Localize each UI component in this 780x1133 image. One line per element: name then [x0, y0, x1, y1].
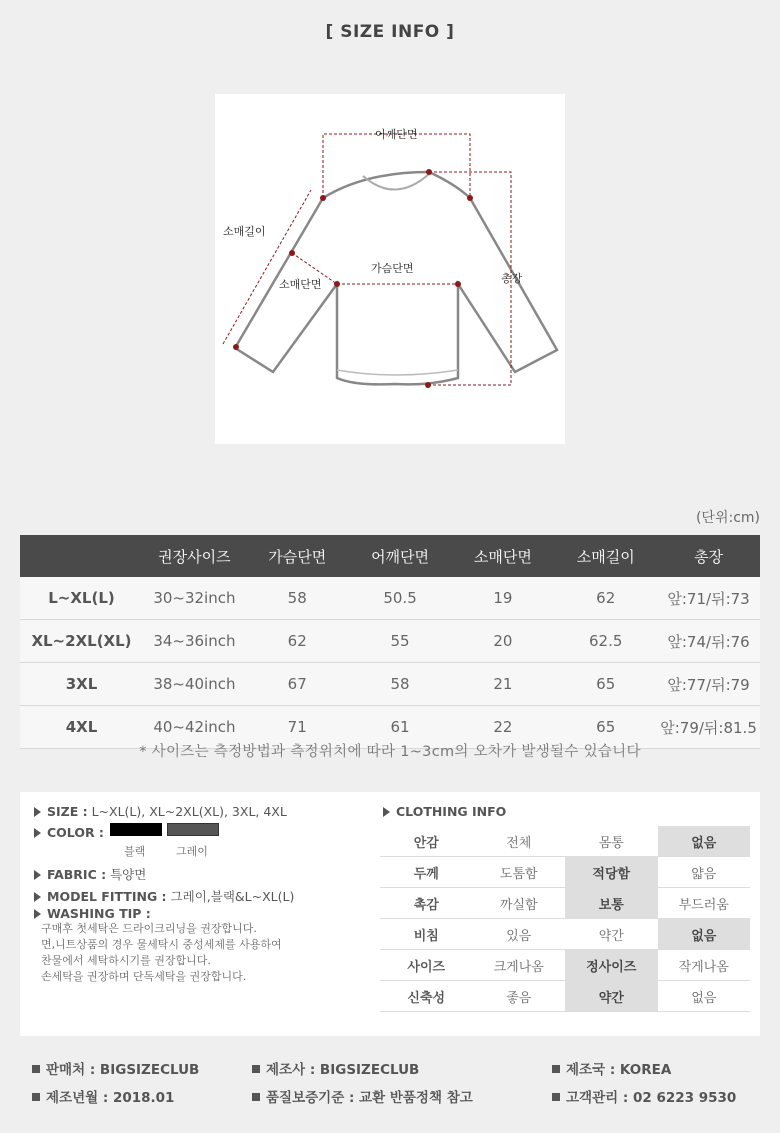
washing-tip-text	[41, 921, 282, 985]
shoulder-measure-line	[323, 134, 470, 198]
clothing-info-row-label: 사이즈	[380, 950, 473, 981]
clothing-info-option-selected: 보통	[565, 888, 658, 919]
page-title: [ SIZE INFO ]	[325, 22, 455, 42]
clothing-info-option: 얇음	[658, 857, 751, 888]
clothing-info-option: 약간	[565, 919, 658, 950]
fabric-label: FABRIC :	[47, 867, 107, 882]
footer-quality	[252, 1086, 473, 1106]
clothing-info-row	[380, 826, 750, 857]
clothing-info-option: 도톰함	[473, 857, 566, 888]
sleeve-length-measure-line	[223, 190, 311, 344]
country-text: 제조국 : KOREA	[566, 1062, 672, 1078]
clothing-info-option: 까실함	[473, 888, 566, 919]
clothing-info-option-selected: 적당함	[565, 857, 658, 888]
label-chest: 가슴단면	[371, 262, 414, 275]
footer-maker	[252, 1058, 419, 1078]
washing-tip-line-3: 찬물에서 세탁하시기를 권장합니다.	[41, 954, 211, 967]
table-cell: 62.5	[554, 620, 657, 663]
table-cell: 65	[554, 706, 657, 749]
square-bullet-icon	[252, 1065, 260, 1073]
table-cell: 30~32inch	[143, 577, 246, 620]
clothing-info-row	[380, 888, 750, 919]
table-cell: 22	[451, 706, 554, 749]
table-cell: 19	[451, 577, 554, 620]
table-cell: 58	[246, 577, 349, 620]
clothing-info-row	[380, 919, 750, 950]
size-table	[20, 535, 760, 749]
label-sleeve-width: 소매단면	[279, 278, 322, 291]
square-bullet-icon	[32, 1093, 40, 1101]
triangle-bullet-icon	[34, 909, 41, 919]
fabric-value: 특양면	[110, 867, 147, 882]
size-name-cell: 3XL	[20, 663, 143, 706]
table-row	[20, 620, 760, 663]
size-table-header-row	[20, 535, 760, 577]
square-bullet-icon	[552, 1093, 560, 1101]
cs-text: 고객관리 : 02 6223 9530	[566, 1090, 737, 1106]
model-fitting-value: 그레이,블랙&L~XL(L)	[170, 889, 295, 904]
square-bullet-icon	[32, 1065, 40, 1073]
header-cell: 어깨단면	[349, 535, 452, 577]
table-cell: 20	[451, 620, 554, 663]
size-name-cell: XL~2XL(XL)	[20, 620, 143, 663]
size-label: SIZE :	[47, 804, 88, 819]
table-cell: 34~36inch	[143, 620, 246, 663]
table-cell: 21	[451, 663, 554, 706]
header-cell: 소매단면	[451, 535, 554, 577]
unit-label: (단위:cm)	[695, 510, 760, 526]
table-cell: 38~40inch	[143, 663, 246, 706]
size-info-line	[34, 804, 287, 819]
triangle-bullet-icon	[34, 870, 41, 880]
table-cell: 62	[554, 577, 657, 620]
label-sleeve-length: 소매길이	[223, 225, 266, 238]
table-cell: 40~42inch	[143, 706, 246, 749]
sweater-measurement-diagram	[215, 94, 565, 444]
table-cell: 55	[349, 620, 452, 663]
clothing-info-option-selected: 없음	[658, 826, 751, 857]
table-row	[20, 577, 760, 620]
size-name-cell: L~XL(L)	[20, 577, 143, 620]
table-cell: 67	[246, 663, 349, 706]
quality-text: 품질보증기준 : 교환 반품정책 참고	[266, 1090, 473, 1106]
maker-text: 제조사 : BIGSIZECLUB	[266, 1062, 420, 1078]
footer-cs	[552, 1086, 736, 1106]
clothing-info-table	[380, 826, 750, 1012]
hem-line	[337, 370, 458, 375]
clothing-info-title	[383, 804, 506, 819]
label-total-length: 총장	[501, 272, 523, 285]
color-info-line	[34, 825, 104, 840]
seller-text: 판매처 : BIGSIZECLUB	[46, 1062, 200, 1078]
table-cell: 65	[554, 663, 657, 706]
table-cell: 앞:77/뒤:79	[657, 663, 760, 706]
footer-date	[32, 1086, 174, 1106]
triangle-bullet-icon	[34, 828, 41, 838]
size-value: L~XL(L), XL~2XL(XL), 3XL, 4XL	[91, 804, 287, 819]
clothing-info-option-selected: 정사이즈	[565, 950, 658, 981]
washing-tip-label: WASHING TIP :	[47, 906, 151, 921]
header-cell: 소매길이	[554, 535, 657, 577]
square-bullet-icon	[552, 1065, 560, 1073]
clothing-info-row	[380, 950, 750, 981]
triangle-bullet-icon	[383, 807, 390, 817]
clothing-info-option: 몸통	[565, 826, 658, 857]
color-label: COLOR :	[47, 825, 104, 840]
color-swatch-gray	[167, 823, 219, 836]
footer-seller	[32, 1058, 199, 1078]
table-cell: 50.5	[349, 577, 452, 620]
neckline	[363, 174, 429, 190]
table-cell: 61	[349, 706, 452, 749]
clothing-info-row-label: 비침	[380, 919, 473, 950]
washing-tip-line-1: 구매후 첫세탁은 드라이크리닝을 권장합니다.	[41, 922, 257, 935]
clothing-info-row-label: 촉감	[380, 888, 473, 919]
clothing-info-option: 부드러움	[658, 888, 751, 919]
table-cell: 앞:79/뒤:81.5	[657, 706, 760, 749]
table-cell: 앞:71/뒤:73	[657, 577, 760, 620]
square-bullet-icon	[252, 1093, 260, 1101]
model-fitting-line	[34, 887, 294, 905]
clothing-info-option: 있음	[473, 919, 566, 950]
triangle-bullet-icon	[34, 892, 41, 902]
size-note: * 사이즈는 측정방법과 측정위치에 따라 1~3cm의 오차가 발생될수 있습니다	[139, 744, 641, 760]
label-shoulder: 어깨단면	[375, 128, 418, 141]
header-cell: 총장	[657, 535, 760, 577]
clothing-info-row-label: 안감	[380, 826, 473, 857]
footer-country	[552, 1058, 671, 1078]
washing-tip-line-2: 면,니트상품의 경우 물세탁시 중성세제를 사용하여	[41, 938, 282, 951]
clothing-info-option: 작게나옴	[658, 950, 751, 981]
clothing-info-row-label: 신축성	[380, 981, 473, 1012]
clothing-info-row	[380, 857, 750, 888]
table-cell: 앞:74/뒤:76	[657, 620, 760, 663]
model-fitting-label: MODEL FITTING :	[47, 889, 167, 904]
table-cell: 58	[349, 663, 452, 706]
table-cell: 62	[246, 620, 349, 663]
clothing-info-option-selected: 약간	[565, 981, 658, 1012]
clothing-info-option-selected: 없음	[658, 919, 751, 950]
clothing-info-row-label: 두께	[380, 857, 473, 888]
date-text: 제조년월 : 2018.01	[46, 1090, 175, 1106]
clothing-info-option: 크게나옴	[473, 950, 566, 981]
header-cell: 권장사이즈	[143, 535, 246, 577]
table-row	[20, 663, 760, 706]
fabric-info-line	[34, 865, 146, 883]
clothing-info-option: 전체	[473, 826, 566, 857]
color-name-gray: 그레이	[176, 845, 208, 858]
clothing-info-option: 좋음	[473, 981, 566, 1012]
size-name-cell: 4XL	[20, 706, 143, 749]
header-cell: 가슴단면	[246, 535, 349, 577]
table-cell: 71	[246, 706, 349, 749]
clothing-info-title-text: CLOTHING INFO	[396, 804, 507, 819]
triangle-bullet-icon	[34, 807, 41, 817]
color-name-black: 블랙	[124, 845, 146, 858]
color-swatch-black	[110, 823, 162, 836]
total-length-measure-line	[428, 172, 511, 385]
washing-tip-line-4: 손세탁을 권장하며 단독세탁을 권장합니다.	[41, 970, 247, 983]
clothing-info-option: 없음	[658, 981, 751, 1012]
washing-tip-line	[34, 906, 151, 921]
clothing-info-row	[380, 981, 750, 1012]
header-cell	[20, 535, 143, 577]
